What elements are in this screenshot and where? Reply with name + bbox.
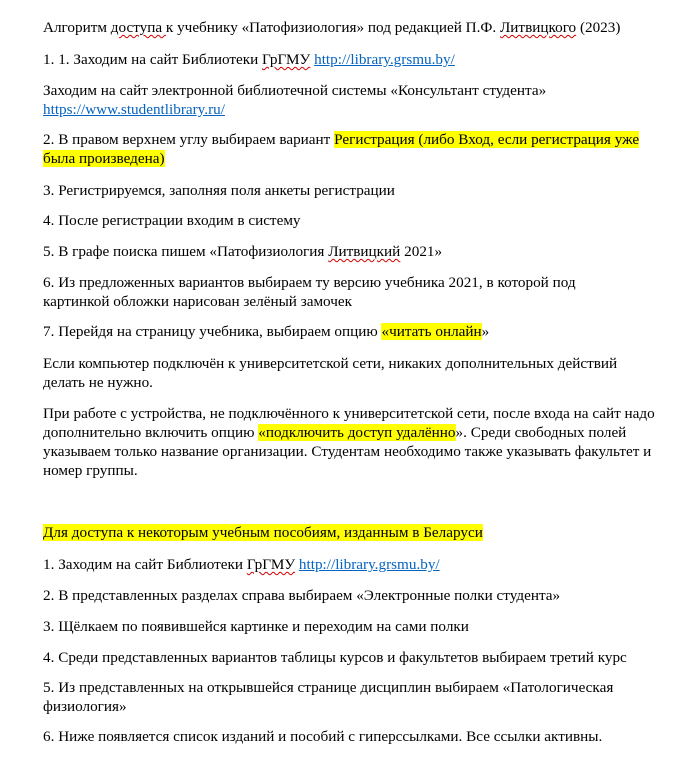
step-3-fill-form: 3. Регистрируемся, заполняя поля анкеты регистрации [43, 182, 395, 199]
section-2-step-4: 4. Среди представленных вариантов таблицы курсов и факультетов выбираем третий курс [43, 649, 627, 666]
title-text: к учебнику «Патофизиология» под редакцией П.Ф. [165, 19, 500, 36]
step-7-read-online [43, 322, 663, 341]
paragraph-text: Заходим на сайт электронной библиотечной системы «Консультант студента» [43, 82, 547, 99]
highlighted-read-online: «читать онлайн [381, 323, 482, 340]
step-2-registration [43, 130, 663, 168]
highlighted-heading: Для доступа к некоторым учебным пособиям, изданным в Беларуси [43, 524, 483, 541]
paragraph-text: ». Среди свободных полей указываем только название организации. Студентам необходимо также указывать факультет и номер группы. [43, 424, 652, 479]
note-remote-access [43, 404, 663, 480]
step-text: 5. В графе поиска пишем «Патофизиология [43, 243, 329, 260]
library-link[interactable]: http://library.grsmu.by/ [298, 556, 440, 573]
document-title [43, 18, 663, 37]
step-text: 7. Перейдя на страницу учебника, выбираем опцию [43, 323, 382, 340]
closing-quote: » [481, 323, 490, 340]
step-text: 2. В правом верхнем углу выбираем вариант [43, 131, 335, 148]
org-name: ГрГМУ [262, 51, 311, 68]
section-2-step-2: 2. В представленных разделах справа выбираем «Электронные полки студента» [43, 587, 561, 604]
title-text: Алгоритм [43, 19, 111, 36]
step-4-login: 4. После регистрации входим в систему [43, 212, 301, 229]
highlighted-registration: Регистрация (либо Вход, если регистрация уже была произведена) [43, 131, 640, 167]
step-6-choose-version: 6. Из предложенных вариантов выбираем ту версию учебника 2021, в которой под картинкой обложки нарисован зелёный замочек [43, 274, 576, 310]
student-consult-paragraph [43, 81, 643, 119]
title-author-name: Литвицкого [500, 19, 577, 36]
library-link[interactable]: http://library.grsmu.by/ [314, 51, 455, 68]
org-name: ГрГМУ [246, 556, 296, 573]
section-2-step-3: 3. Щёлкаем по появившейся картинке и переходим на сами полки [43, 618, 469, 635]
highlighted-remote-access: «подключить доступ удалённо [258, 424, 456, 441]
paragraph-text: При работе с устройства, не подключённого к университетской сети, после входа на сайт надо дополнительно включить опцию [43, 405, 655, 441]
step-text: 1. Заходим на сайт Библиотеки [43, 556, 247, 573]
section-2-heading [43, 523, 663, 542]
step-5-search [43, 242, 663, 261]
title-text-word-access: доступа [110, 19, 166, 36]
step-1-visit-library [43, 50, 663, 69]
note-university-network: Если компьютер подключён к университетской сети, никаких дополнительных действий делать не нужно. [43, 355, 618, 391]
section-2-step-1 [43, 555, 663, 574]
step-text: 1. 1. Заходим на сайт Библиотеки [43, 51, 263, 68]
section-2-step-6: 6. Ниже появляется список изданий и пособий с гиперссылками. Все ссылки активны. [43, 728, 603, 745]
author-name: Литвицкий [328, 243, 401, 260]
studentlibrary-link[interactable]: https://www.studentlibrary.ru/ [43, 101, 225, 118]
title-year: (2023) [576, 19, 621, 36]
step-text: 2021» [400, 243, 443, 260]
section-2-step-5: 5. Из представленных на открывшейся странице дисциплин выбираем «Патологическая физиология» [43, 679, 614, 715]
